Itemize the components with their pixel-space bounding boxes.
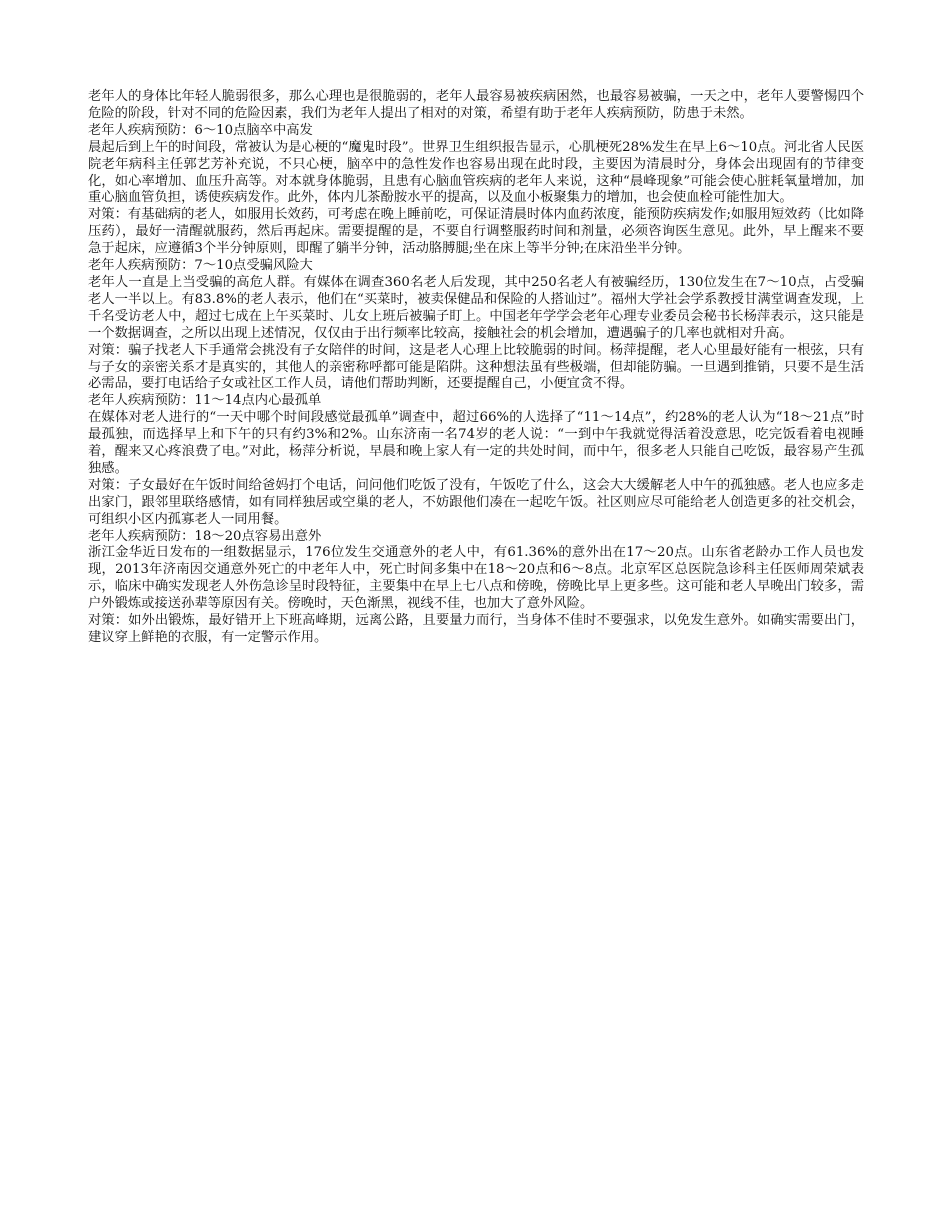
intro-paragraph: 老年人的身体比年轻人脆弱很多，那么心理也是很脆弱的，老年人最容易被疾病困然，也最容易被骗，一天之中，老年人要警惕四个危险的阶段，针对不同的危险因素，我们为老年人提出了相对的对策，希望有助于老年人疾病预防，防患于未然。 [88,89,864,121]
countermeasure-paragraph-loneliness: 对策：子女最好在午饭时间给爸妈打个电话，问问他们吃饭了没有，午饭吃了什么，这会大大缓解老人中午的孤独感。老人也应多走出家门，跟邻里联络感情，如有同样独居或空巢的老人，不妨跟他们凑在一起吃午饭。社区则应尽可能给老人创造更多的社交机会，可组织小区内孤寡老人一同用餐。 [88,477,864,527]
countermeasure-paragraph-accidents: 对策：如外出锻炼，最好错开上下班高峰期，远离公路，且要量力而行，当身体不佳时不要强求，以免发生意外。如确实需要出门，建议穿上鲜艳的衣服，有一定警示作用。 [88,613,864,645]
section-heading-loneliness: 老年人疾病预防：11～14点内心最孤单 [88,393,322,409]
countermeasure-paragraph-fraud: 对策：骗子找老人下手通常会挑没有子女陪伴的时间，这是老人心理上比较脆弱的时间。杨萍提醒，老人心里最好能有一根弦，只有与子女的亲密关系才是真实的，其他人的亲密称呼都可能是陷阱。这种想法虽有些极端，但却能防骗。一旦遇到推销，只要不是生活必需品，要打电话给子女或社区工作人员，请他们帮助判断，还要提醒自己，小便宜贪不得。 [88,342,864,392]
section-heading-stroke: 老年人疾病预防：6～10点脑卒中高发 [88,122,313,138]
section-heading-fraud: 老年人疾病预防：7～10点受骗风险大 [88,258,313,274]
countermeasure-paragraph-stroke: 对策：有基础病的老人，如服用长效药，可考虑在晚上睡前吃，可保证清晨时体内血药浓度，能预防疾病发作;如服用短效药（比如降压药），最好一清醒就服药，然后再起床。需要提醒的是，不要自行调整服药时间和剂量，必须咨询医生意见。此外，早上醒来不要急于起床，应遵循3个半分钟原则，即醒了躺半分钟，活动胳膊腿;坐在床上等半分钟;在床沿坐半分钟。 [88,207,864,257]
body-paragraph-accidents: 浙江金华近日发布的一组数据显示，176位发生交通意外的老人中，有61.36%的意外出在17～20点。山东省老龄办工作人员也发现，2013年济南因交通意外死亡的中老年人中，死亡时间多集中在18～20点和6～8点。北京军区总医院急诊科主任医师周荣斌表示，临床中确实发现老人外伤急诊呈时段特征，主要集中在早上七八点和傍晚，傍晚比早上更多些。这可能和老人早晚出门较多，需户外锻炼或接送孙辈等原因有关。傍晚时，天色渐黑，视线不佳，也加大了意外风险。 [88,545,864,612]
body-paragraph-fraud: 老年人一直是上当受骗的高危人群。有媒体在调查360名老人后发现，其中250名老人有被骗经历，130位发生在7～10点，占受骗老人一半以上。有83.8%的老人表示，他们在“买菜时，被卖保健品和保险的人搭讪过”。福州大学社会学系教授甘满堂调查发现，上千名受访老人中，超过七成在上午买菜时、儿女上班后被骗子盯上。中国老年学学会老年心理专业委员会秘书长杨萍表示，这只能是一个数据调查，之所以出现上述情况，仅仅由于出行频率比较高，接触社会的机会增加，遭遇骗子的几率也就相对升高。 [88,274,864,341]
section-heading-accidents: 老年人疾病预防：18～20点容易出意外 [88,528,322,544]
body-paragraph-stroke: 晨起后到上午的时间段，常被认为是心梗的“魔鬼时段”。世界卫生组织报告显示，心肌梗死28%发生在早上6～10点。河北省人民医院老年病科主任郭艺芳补充说，不只心梗，脑卒中的急性发作也容易出现在此时段，主要因为清晨时分，身体会出现固有的节律变化，如心率增加、血压升高等。对本就身体脆弱，且患有心脑血管疾病的老年人来说，这种“晨峰现象”可能会使心脏耗氧量增加，加重心脑血管负担，诱使疾病发作。此外，体内儿茶酚胺水平的提高，以及血小板聚集力的增加，也会使血栓可能性加大。 [88,139,864,206]
body-paragraph-loneliness: 在媒体对老人进行的“一天中哪个时间段感觉最孤单”调查中，超过66%的人选择了“11～14点”，约28%的老人认为“18～21点”时最孤独，而选择早上和下午的只有约3%和2%。山东济南一名74岁的老人说：“一到中午我就觉得活着没意思，吃完饭看着电视睡着，醒来又心疼浪费了电。”对此，杨萍分析说，早晨和晚上家人有一定的共处时间，而中午，很多老人只能自己吃饭，最容易产生孤独感。 [88,410,864,476]
